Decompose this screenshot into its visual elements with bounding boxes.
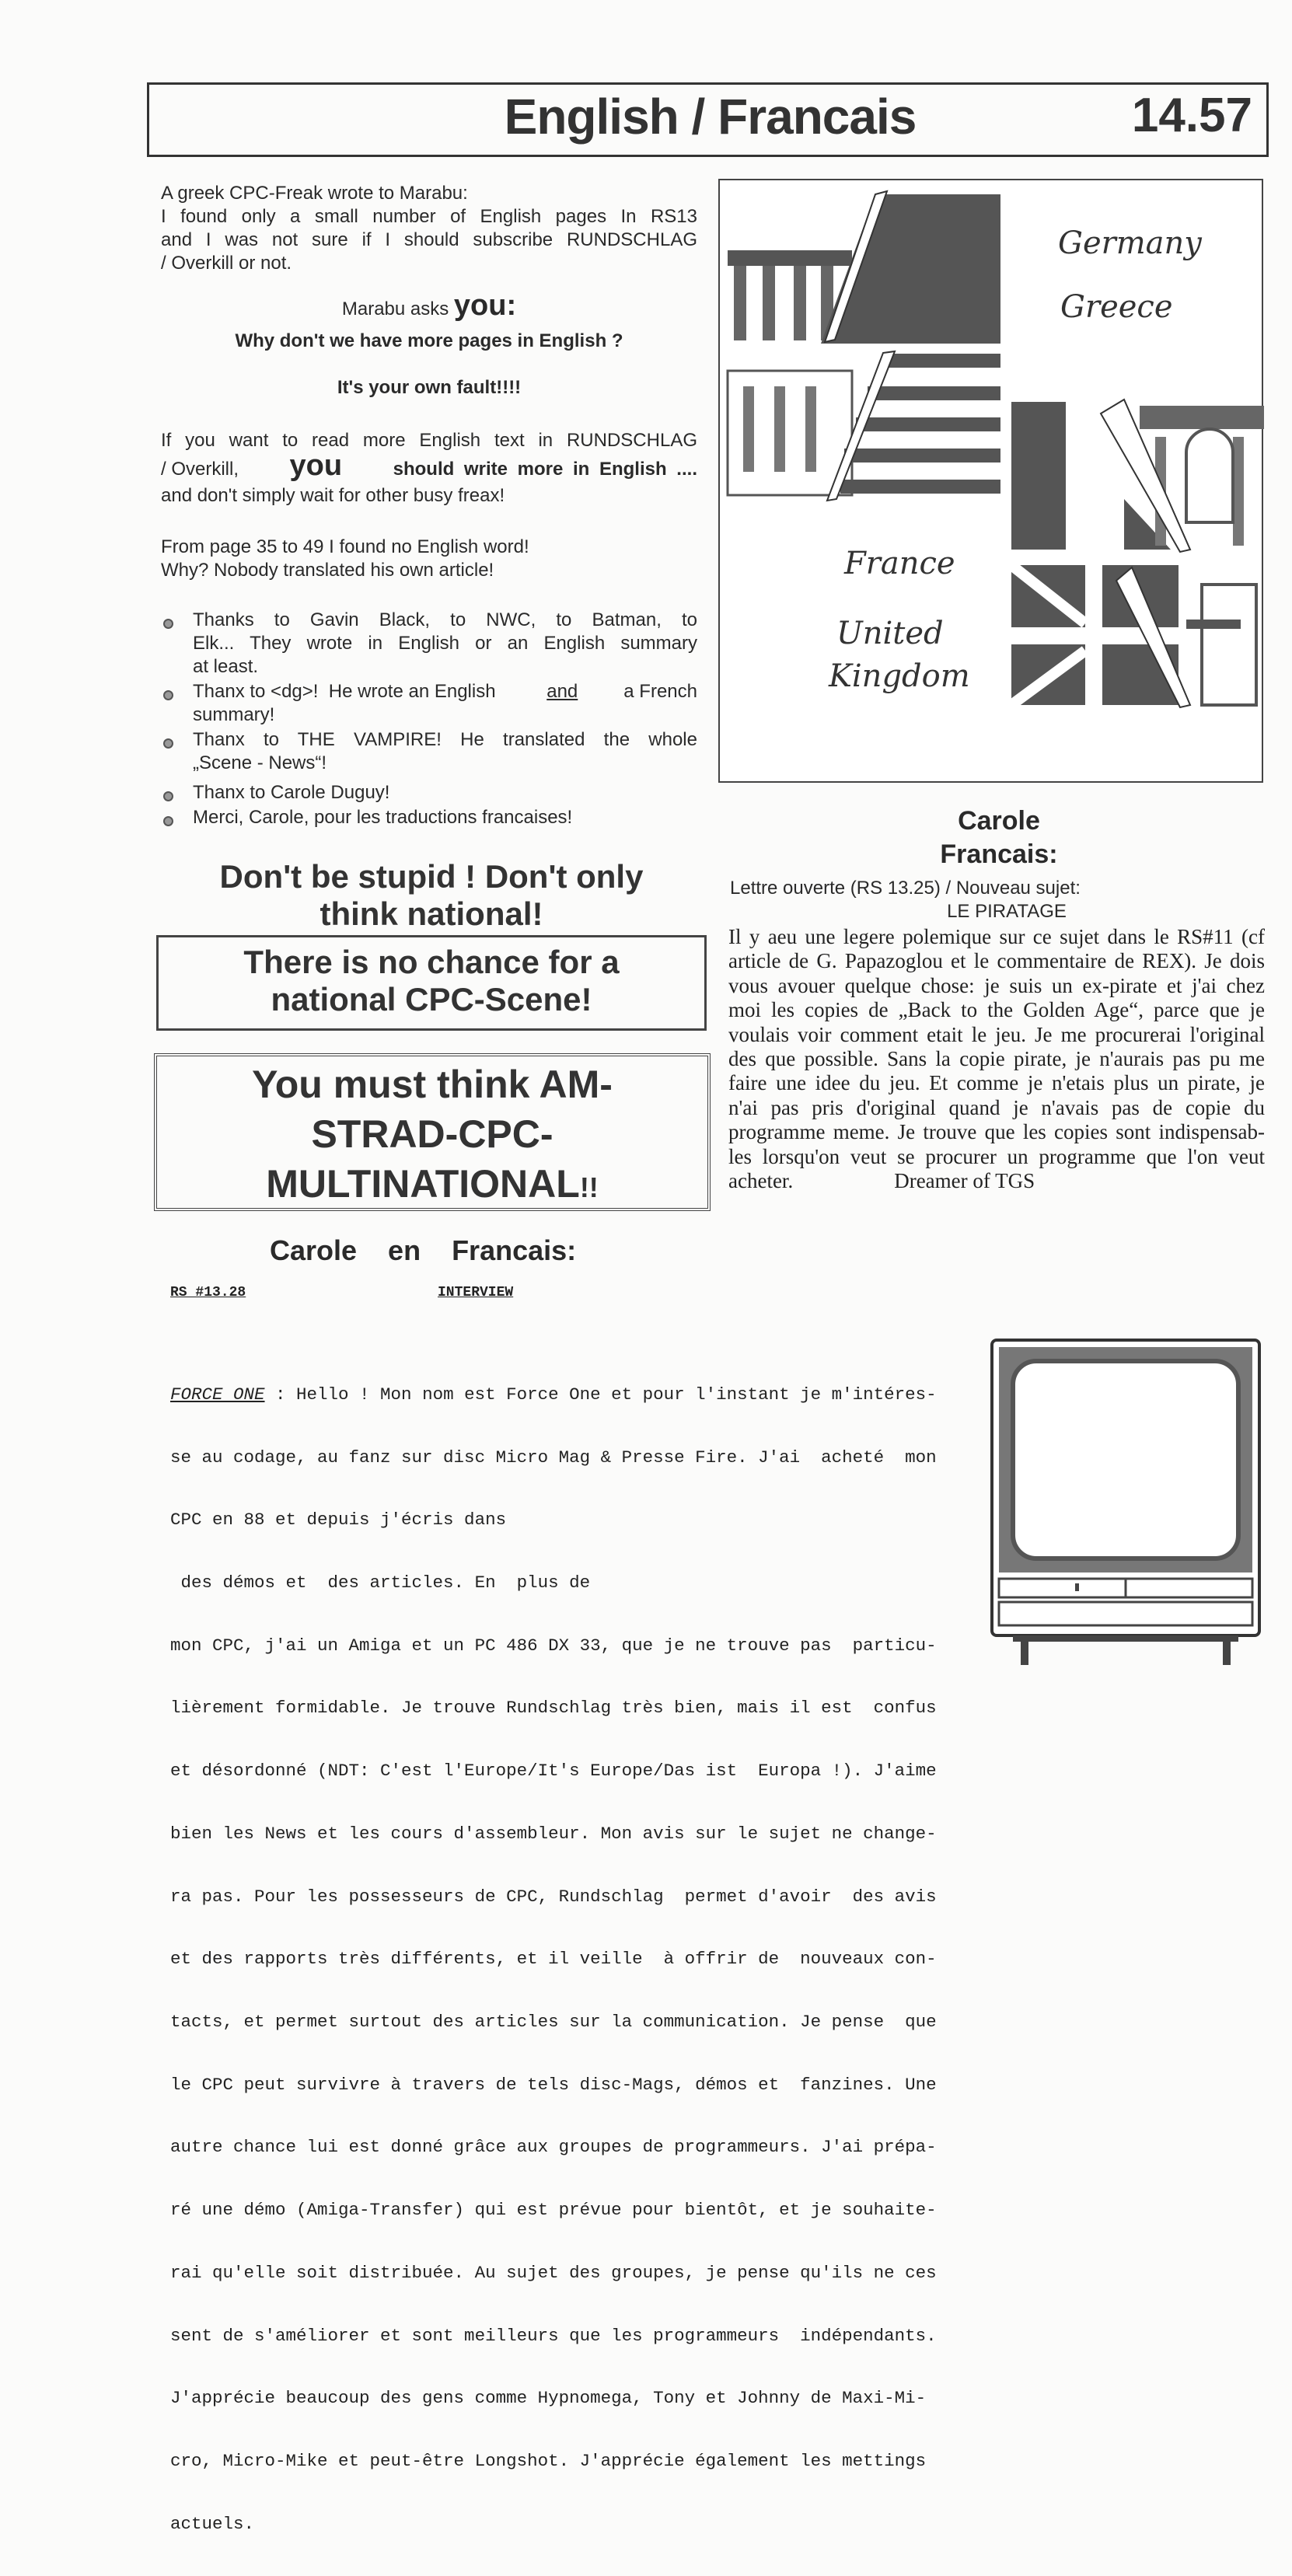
text: : Hello ! Mon nom est Force One et pour l'instant je m'intéres-: [264, 1384, 937, 1405]
list-item-line: Thanx to Carole Duguy!: [193, 782, 390, 803]
bullet-icon: [163, 816, 173, 826]
article-title: Carole: [958, 806, 1040, 836]
body-line: et désordonné (NDT: C'est l'Europe/It's Europe/Das ist Europa !). J'aime: [170, 1761, 937, 1782]
interview-ref: RS #13.28: [170, 1285, 246, 1300]
intro-line: / Overkill or not.: [161, 253, 292, 274]
body-line: programme meme. Je trouve que les copies sont indispensab-: [728, 1120, 1265, 1144]
text: a French: [623, 681, 697, 702]
text: Thanx to <dg>! He wrote an English: [193, 681, 501, 702]
box-line: national CPC-Scene!: [271, 981, 592, 1017]
body-line: voulais voir comment etait le jeu. Je me procurerai l'original: [728, 1022, 1265, 1046]
body-line: moi les copies de „Back to the Golden Age“, parce que je: [728, 998, 1265, 1022]
body-line: sent de s'améliorer et sont meilleurs que les programmeurs indépendants.: [170, 2325, 937, 2346]
interview-label: INTERVIEW: [438, 1285, 514, 1300]
uk-label-line2: Kingdom: [829, 658, 970, 694]
text: / Overkill,: [161, 459, 239, 480]
text: !!: [579, 1171, 599, 1203]
body-line: J'apprécie beaucoup des gens comme Hypnomega, Tony et Johnny de Maxi-Mi-: [170, 2388, 927, 2409]
box-line: STRAD-CPC-: [311, 1112, 553, 1156]
list-item-line: Thanx to THE VAMPIRE! He translated the whole: [193, 729, 697, 750]
slogan: [155, 858, 707, 933]
fault-text: It's your own fault!!!!: [337, 377, 522, 398]
speaker: FORCE ONE: [170, 1384, 265, 1405]
article-subtitle: Lettre ouverte (RS 13.25) / Nouveau sujet:: [730, 878, 1081, 899]
uk-flag-image: [1011, 565, 1256, 707]
underlined-text: and: [546, 681, 578, 702]
germany-label: Germany: [1058, 225, 1202, 261]
para2-line: [161, 449, 697, 482]
body-line: les lorsqu'on veut se procurer un programme que l'on veut: [728, 1144, 1265, 1168]
germany-flag-image: [725, 191, 1000, 344]
text: MULTINATIONAL: [266, 1162, 580, 1206]
list-item-line: at least.: [193, 656, 259, 677]
box-line: [157, 1159, 707, 1213]
slogan-line: Don't be stupid ! Don't only: [219, 858, 644, 895]
page-number: 14.57: [1131, 89, 1252, 142]
intro-line: and I was not sure if I should subscribe RUNDSCHLAG: [161, 229, 697, 250]
list-item-line: [193, 680, 697, 703]
slogan-line: think national!: [320, 895, 543, 932]
body-line: Il y aeu une legere polemique sur ce sujet dans le RS#11 (cf: [728, 925, 1265, 948]
intro-line: I found only a small number of English pages In RS13: [161, 206, 697, 227]
question: Why don't we have more pages in English ?: [235, 330, 623, 351]
you-emphasis: you: [453, 289, 507, 322]
article-topic: LE PIRATAGE: [947, 901, 1067, 922]
bullet-icon: [163, 738, 173, 749]
box-line: There is no chance for a: [243, 944, 620, 980]
body-line: rai qu'elle soit distribuée. Au sujet des groupes, je pense qu'ils ne ces: [170, 2262, 937, 2283]
page-header: [147, 82, 1269, 157]
crt-monitor-icon: [990, 1338, 1262, 1668]
body-line: [170, 1384, 937, 1405]
colon: :: [506, 289, 517, 322]
list-item-line: „Scene - News“!: [193, 752, 327, 773]
body-line: autre chance lui est donné grâce aux groupes de programmeurs. J'ai prépa-: [170, 2137, 937, 2158]
bullet-icon: [163, 791, 173, 801]
body-line: le CPC peut survivre à travers de tels disc-Mags, démos et fanzines. Une: [170, 2074, 937, 2095]
list-item-line: Merci, Carole, pour les traductions francaises!: [193, 807, 573, 828]
para2-line: and don't simply wait for other busy freax!: [161, 485, 505, 506]
article-title: Francais:: [940, 839, 1058, 869]
article-body: [728, 925, 1265, 1193]
marabu-asks: [161, 289, 697, 322]
para3-line: From page 35 to 49 I found no English word!: [161, 536, 529, 557]
body-line: cro, Micro-Mike et peut-être Longshot. J'apprécie également les mettings: [170, 2451, 927, 2472]
no-chance-box: [156, 935, 707, 1031]
body-line: des démos et des articles. En plus de: [170, 1572, 591, 1593]
body-line: [728, 1169, 1265, 1193]
signature: Dreamer of TGS: [894, 1169, 1035, 1193]
greece-flag-image: [728, 351, 1000, 501]
body-line: ra pas. Pour les possesseurs de CPC, Rundschlag permet d'avoir des avis: [170, 1886, 937, 1907]
flags-drawing: [720, 180, 1265, 784]
multinational-box: [154, 1053, 711, 1211]
body-line: actuels.: [170, 2513, 255, 2534]
flags-illustration: [718, 179, 1263, 783]
body-line: et des rapports très différents, et il veille à offrir de nouveaux con-: [170, 1949, 937, 1970]
para3-line: Why? Nobody translated his own article!: [161, 560, 494, 581]
body-line: article de G. Papazoglou et le commentaire de REX). Je dois: [728, 949, 1265, 973]
uk-label-line1: United: [836, 616, 944, 651]
body-line: bien les News et les cours d'assembleur. Mon avis sur le sujet ne change-: [170, 1823, 937, 1844]
body-line: ré une démo (Amiga-Transfer) qui est prévue pour bientôt, et je souhaite-: [170, 2200, 937, 2221]
page-title: English / Francais: [504, 89, 917, 145]
list-item-line: summary!: [193, 704, 275, 725]
greece-label: Greece: [1060, 289, 1173, 325]
france-label: France: [844, 546, 955, 581]
list-item-line: Thanks to Gavin Black, to NWC, to Batman, to: [193, 609, 697, 630]
text: should write more in English ....: [393, 459, 697, 480]
text: acheter.: [728, 1169, 794, 1193]
france-flag-image: [1011, 400, 1264, 552]
you-emphasis: you: [289, 449, 343, 482]
bullet-icon: [163, 619, 173, 629]
body-line: se au codage, au fanz sur disc Micro Mag & Presse Fire. J'ai acheté mon: [170, 1447, 937, 1468]
body-line: vous avouer quelque chose: je suis un ex-pirate et j'ai chez: [728, 973, 1265, 997]
body-line: lièrement formidable. Je trouve Rundschlag très bien, mais il est confus: [170, 1698, 937, 1719]
bullet-icon: [163, 690, 173, 700]
body-line: CPC en 88 et depuis j'écris dans: [170, 1510, 507, 1531]
intro-line: A greek CPC-Freak wrote to Marabu:: [161, 183, 468, 204]
body-line: n'ai pas pris d'original quand je n'avais pas de copie du: [728, 1095, 1265, 1119]
body-line: tacts, et permet surtout des articles sur la communication. Je pense que: [170, 2012, 937, 2032]
interview-title: Carole en Francais:: [270, 1234, 577, 1266]
body-line: faire une idee du jeu. Et comme je n'etais plus un pirate, je: [728, 1071, 1265, 1095]
list-item-line: Elk... They wrote in English or an English summary: [193, 633, 697, 654]
para2-line: If you want to read more English text in RUNDSCHLAG: [161, 430, 697, 451]
box-line: You must think AM-: [252, 1063, 613, 1106]
body-line: des que possible. Sans la copie pirate, je n'aurais pas pu me: [728, 1047, 1265, 1071]
body-line: mon CPC, j'ai un Amiga et un PC 486 DX 33, que je ne trouve pas particu-: [170, 1635, 937, 1656]
asks-text: Marabu asks: [341, 298, 454, 319]
interview-body: [170, 1342, 937, 2576]
